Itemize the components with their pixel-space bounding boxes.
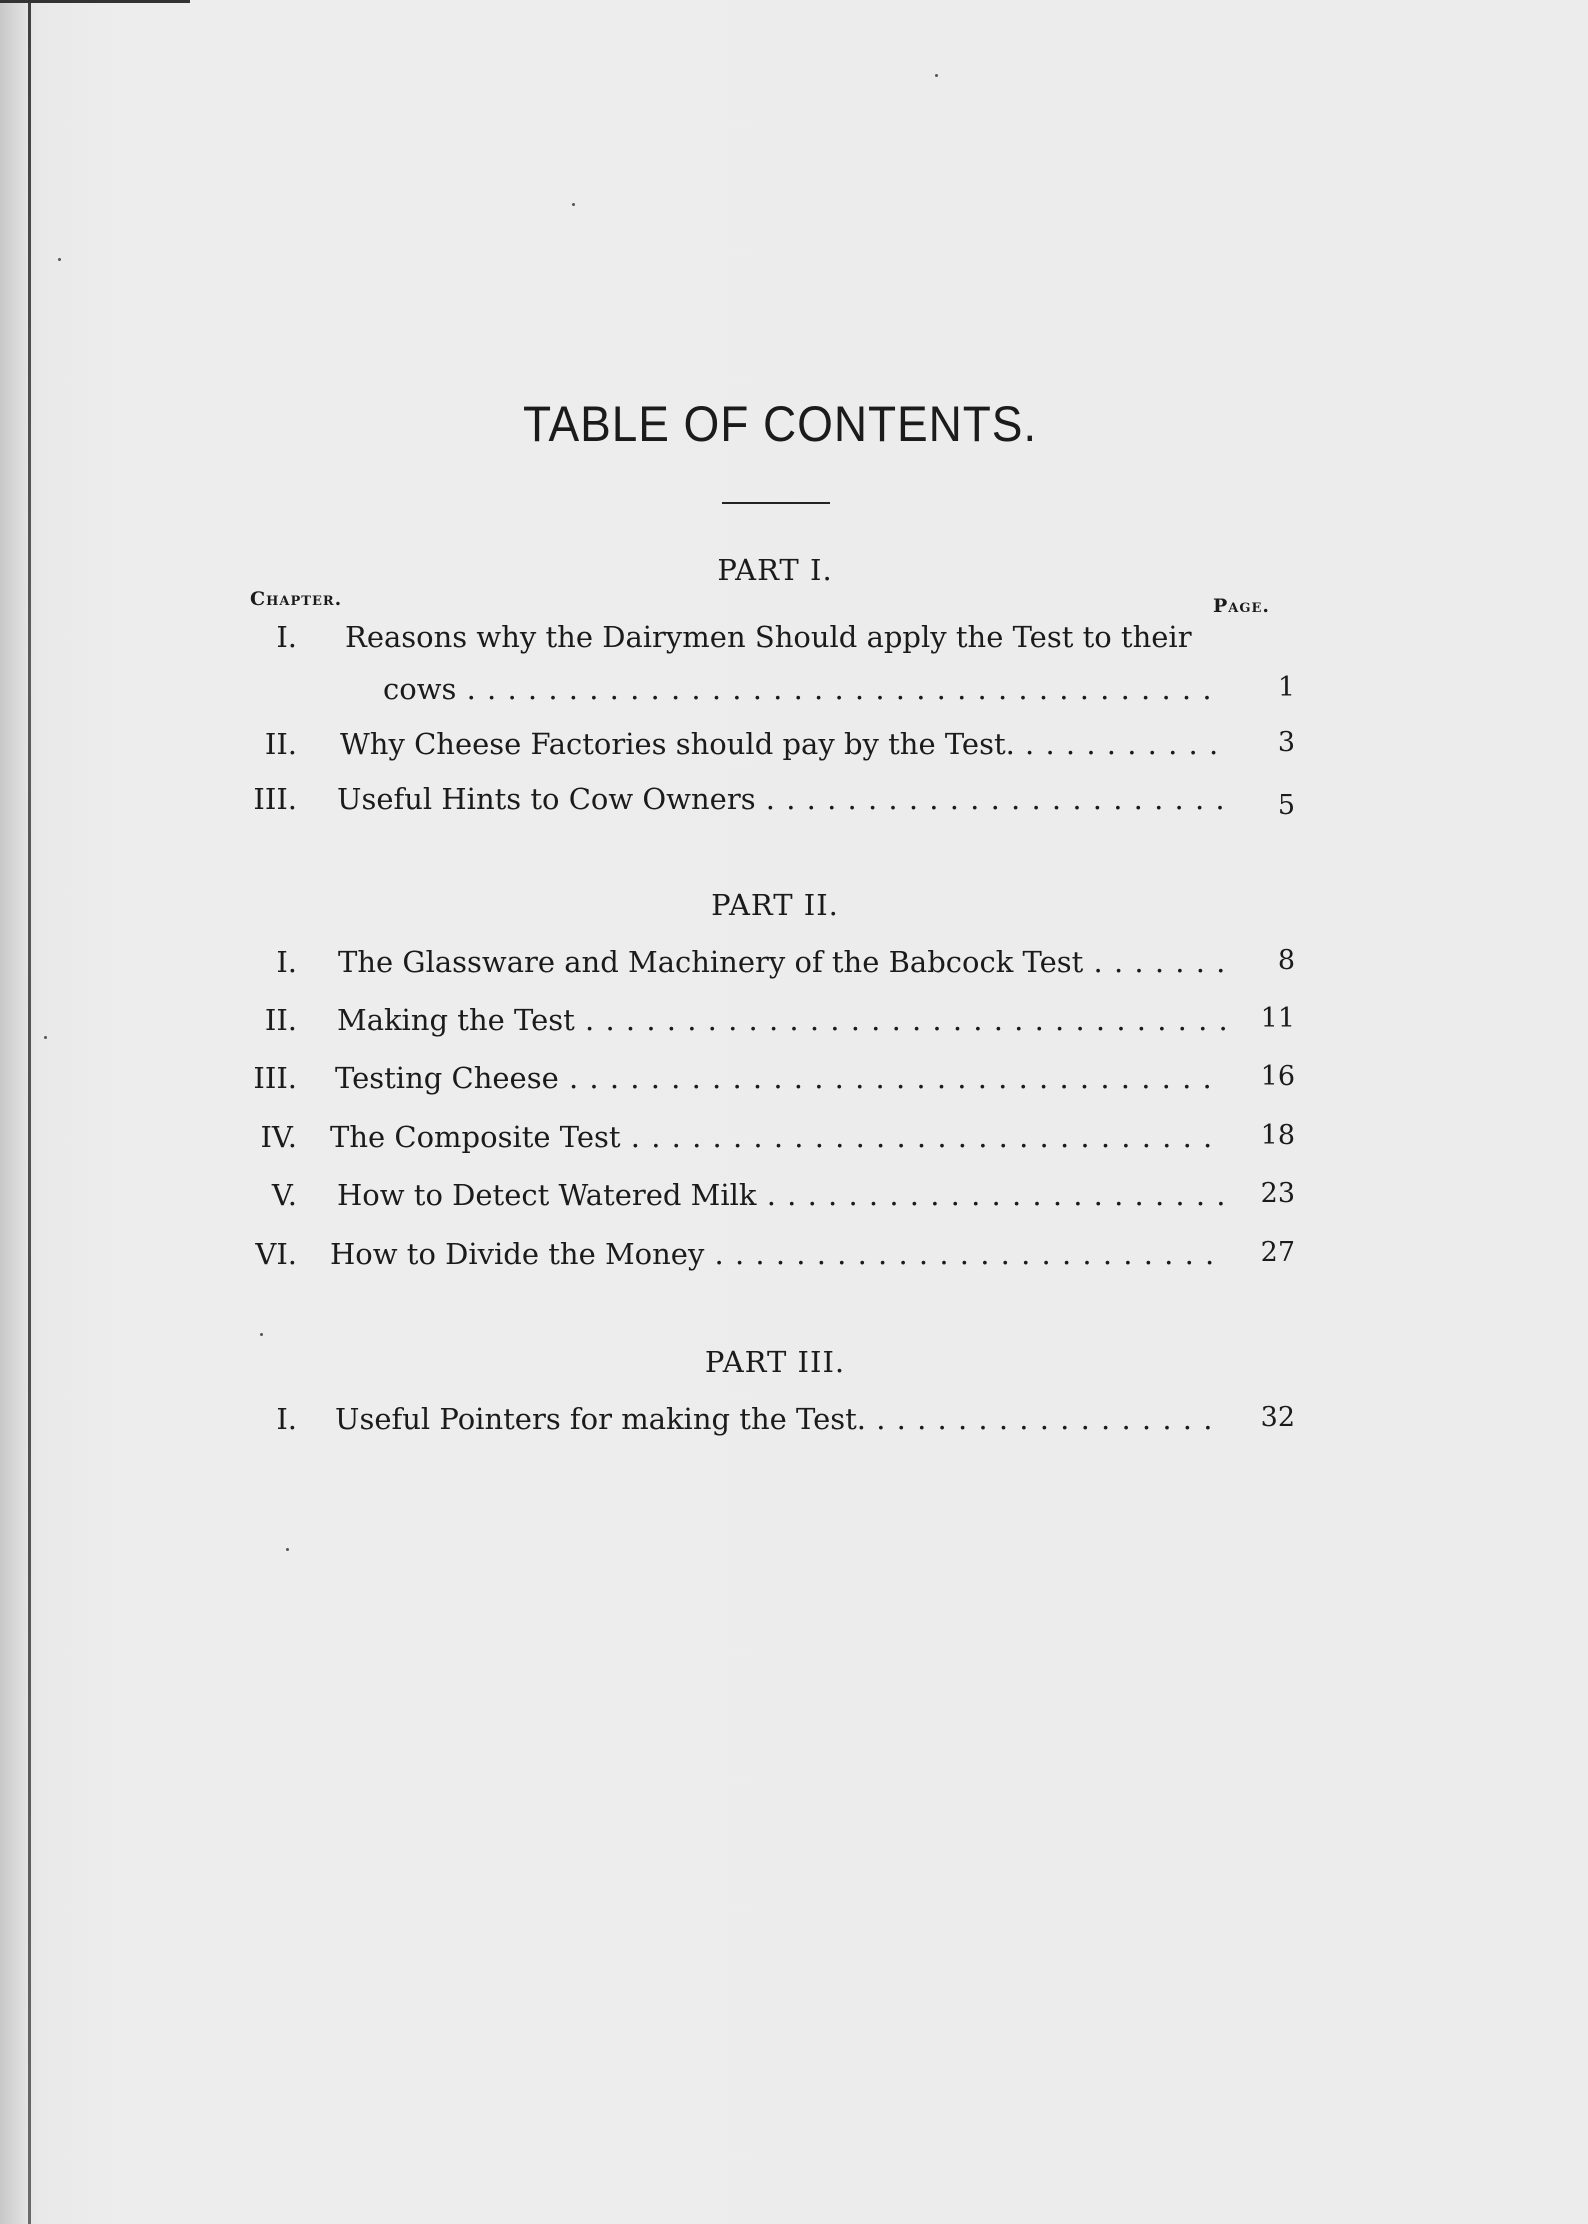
toc-entry[interactable] — [245, 727, 1295, 767]
chapter-title: cows . . . — [383, 672, 1225, 706]
chapter-title: Making the Test . . . — [337, 1003, 1225, 1037]
chapter-number: I. — [276, 945, 297, 979]
chapter-number: VI. — [255, 1237, 297, 1271]
paper-speck — [286, 1548, 289, 1551]
page-number: 16 — [1260, 1061, 1295, 1092]
top-edge-mark — [0, 0, 190, 3]
toc-entry[interactable] — [245, 1120, 1295, 1160]
chapter-number: III. — [253, 782, 297, 816]
part-2-heading: PART II. — [711, 888, 839, 922]
chapter-number: V. — [271, 1178, 297, 1212]
chapter-number: I. — [276, 620, 297, 654]
paper-speck — [58, 258, 61, 261]
chapter-title: How to Divide the Money . . . — [330, 1237, 1225, 1271]
page-number: 8 — [1277, 945, 1295, 976]
paper-speck — [572, 203, 575, 206]
page-gutter — [0, 0, 26, 2224]
chapter-number: IV. — [260, 1120, 297, 1154]
chapter-number: II. — [264, 727, 297, 761]
toc-entry[interactable] — [245, 1061, 1295, 1101]
page-number: 11 — [1260, 1003, 1295, 1034]
chapter-title: The Composite Test . . . — [330, 1120, 1225, 1154]
binding-edge — [28, 0, 31, 2224]
page-number: 18 — [1260, 1120, 1295, 1151]
chapter-title: Why Cheese Factories should pay by the Test. . . . — [340, 727, 1225, 761]
toc-entry[interactable] — [245, 782, 1295, 822]
toc-entry[interactable] — [245, 620, 1295, 660]
chapter-column-label: Chapter. — [250, 588, 343, 610]
chapter-title: Useful Pointers for making the Test. . . . — [335, 1402, 1225, 1436]
paper-speck — [260, 1333, 263, 1336]
chapter-title: How to Detect Watered Milk . . . — [337, 1178, 1225, 1212]
chapter-title: Testing Cheese . . . — [335, 1061, 1225, 1095]
page-number: 3 — [1277, 727, 1295, 758]
chapter-number: III. — [253, 1061, 297, 1095]
page-title: TABLE OF CONTENTS. — [522, 396, 1038, 452]
toc-entry[interactable] — [245, 1003, 1295, 1043]
page-number: 32 — [1260, 1402, 1295, 1433]
toc-entry[interactable] — [245, 1402, 1295, 1442]
page-column-label: Page. — [1213, 595, 1270, 617]
title-rule — [722, 502, 830, 504]
chapter-title-line1: Reasons why the Dairymen Should apply the Test to their — [345, 620, 1192, 654]
toc-entry[interactable] — [245, 945, 1295, 985]
part-3-heading: PART III. — [704, 1345, 846, 1379]
chapter-title: Useful Hints to Cow Owners . . . — [337, 782, 1225, 816]
toc-entry[interactable] — [245, 1237, 1295, 1277]
toc-entry-continuation[interactable] — [245, 672, 1295, 712]
chapter-title: The Glassware and Machinery of the Babcock Test . . . — [338, 945, 1225, 979]
page-number: 5 — [1277, 790, 1295, 821]
chapter-number: I. — [276, 1402, 297, 1436]
toc-entry[interactable] — [245, 1178, 1295, 1218]
page-number: 23 — [1260, 1178, 1295, 1209]
paper-speck — [44, 1036, 47, 1039]
part-1-heading: PART I. — [717, 553, 833, 587]
page-number: 27 — [1260, 1237, 1295, 1268]
page-number: 1 — [1277, 672, 1295, 703]
paper-speck — [935, 74, 938, 77]
chapter-number: II. — [264, 1003, 297, 1037]
